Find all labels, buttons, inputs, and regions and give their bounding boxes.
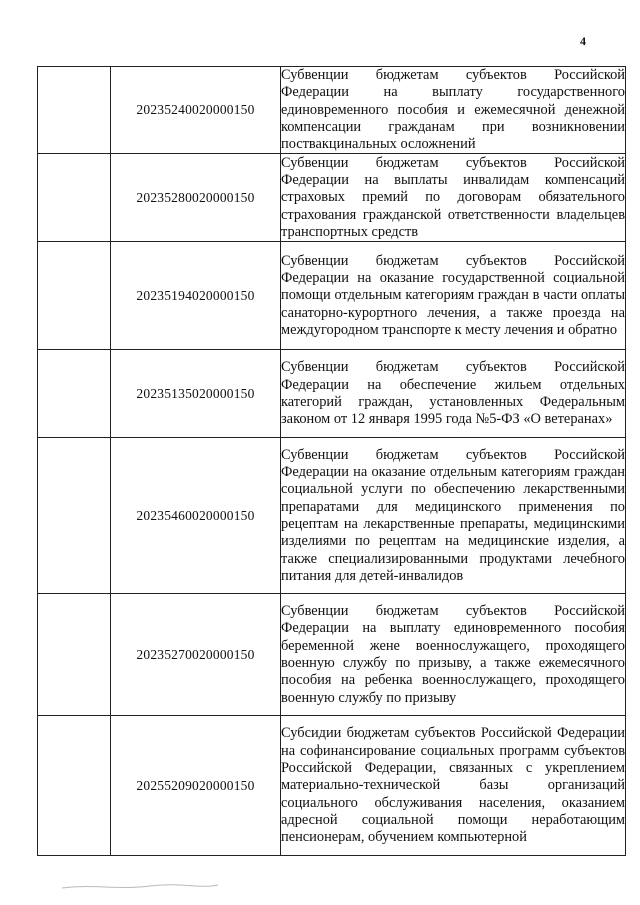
budget-codes-table bbox=[37, 66, 626, 856]
description-cell: Субвенции бюджетам субъектов Российской Федерации на оказание отдельным категориям граждан социальной услуги по обеспечению лекарственными препаратами для медицинского применения по рецептам на лекарственные препараты, медицинскими изделиями по рецептам на медицинские изделия, а также специализированными продуктами лечебного питания для детей-инвалидов bbox=[281, 438, 626, 594]
budget-code-cell: 20235194020000150 bbox=[111, 242, 281, 350]
table-row bbox=[38, 594, 626, 716]
table-row bbox=[38, 350, 626, 438]
budget-code-cell: 20235270020000150 bbox=[111, 594, 281, 716]
scan-artifact-line bbox=[60, 880, 220, 892]
empty-cell bbox=[38, 67, 111, 154]
empty-cell bbox=[38, 438, 111, 594]
table-row bbox=[38, 716, 626, 856]
empty-cell bbox=[38, 350, 111, 438]
empty-cell bbox=[38, 594, 111, 716]
table-row bbox=[38, 438, 626, 594]
description-cell: Субсидии бюджетам субъектов Российской Федерации на софинансирование социальных программ субъектов Российской Федерации, связанных с укреплением материально-технической базы организаций социального обслуживания населения, оказанием адресной социальной помощи неработающим пенсионерам, обучением компьютерной bbox=[281, 716, 626, 856]
table-row bbox=[38, 154, 626, 242]
description-cell: Субвенции бюджетам субъектов Российской Федерации на обеспечение жильем отдельных категорий граждан, установленных Федеральным законом от 12 января 1995 года №5-ФЗ «О ветеранах» bbox=[281, 350, 626, 438]
budget-code-cell: 20255209020000150 bbox=[111, 716, 281, 856]
table-row bbox=[38, 242, 626, 350]
description-cell: Субвенции бюджетам субъектов Российской Федерации на выплаты инвалидам компенсаций страховых премий по договорам обязательного страхования гражданской ответственности владельцев транспортных средств bbox=[281, 154, 626, 242]
empty-cell bbox=[38, 242, 111, 350]
budget-code-cell: 20235460020000150 bbox=[111, 438, 281, 594]
budget-code-cell: 20235280020000150 bbox=[111, 154, 281, 242]
empty-cell bbox=[38, 716, 111, 856]
page-number: 4 bbox=[580, 34, 586, 48]
empty-cell bbox=[38, 154, 111, 242]
description-cell: Субвенции бюджетам субъектов Российской Федерации на выплату государственного единовременного пособия и ежемесячной денежной компенсации гражданам при возникновении поствакцинальных осложнений bbox=[281, 67, 625, 153]
description-cell: Субвенции бюджетам субъектов Российской Федерации на оказание государственной социальной помощи отдельным категориям граждан в части оплаты санаторно-курортного лечения, а также проезда на междугородном транспорте к месту лечения и обратно bbox=[281, 242, 626, 350]
description-cell: Субвенции бюджетам субъектов Российской Федерации на выплату единовременного пособия беременной жене военнослужащего, проходящего военную службу по призыву, а также ежемесячного пособия на ребенка военнослужащего, проходящего военную службу по призыву bbox=[281, 594, 626, 716]
table-row bbox=[38, 67, 626, 154]
budget-code-cell: 20235135020000150 bbox=[111, 350, 281, 438]
budget-code-cell: 20235240020000150 bbox=[111, 67, 281, 154]
